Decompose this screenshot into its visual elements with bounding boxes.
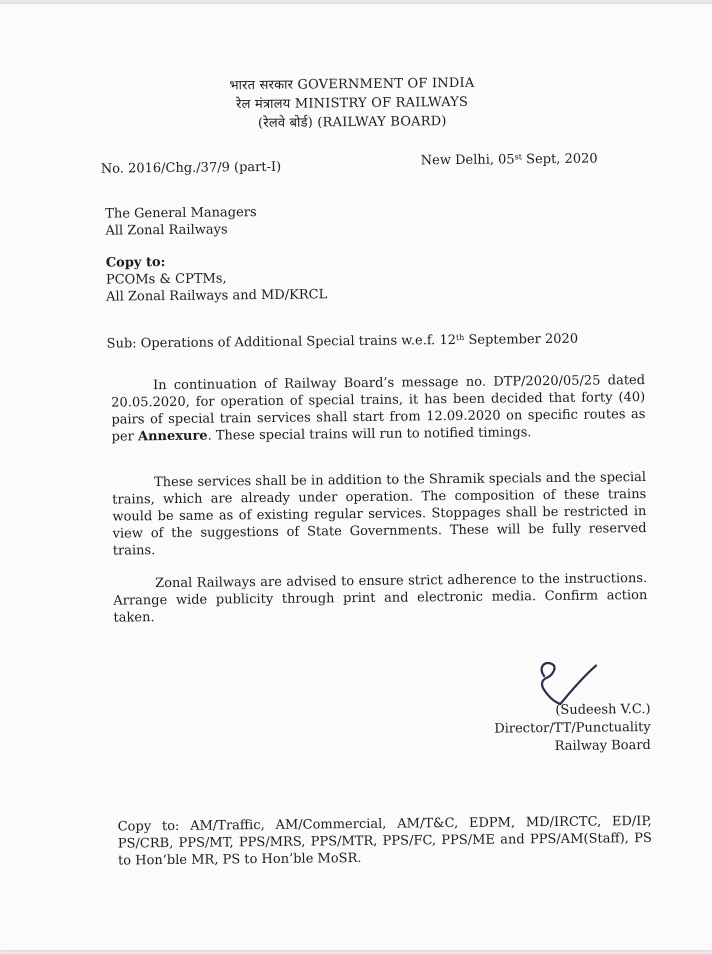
header-government: भारत सरकार GOVERNMENT OF INDIA bbox=[229, 75, 475, 94]
document-page bbox=[0, 4, 712, 950]
header-ministry: रेल मंत्रालय MINISTRY OF RAILWAYS bbox=[236, 94, 469, 113]
annexure-text: Annexure bbox=[137, 428, 208, 445]
place-date bbox=[421, 151, 598, 168]
copy-to-label: Copy to: bbox=[105, 255, 166, 271]
signatory-office: Railway Board bbox=[554, 737, 651, 754]
addressee-line-2: All Zonal Railways bbox=[105, 222, 228, 239]
date-sup: st bbox=[514, 152, 523, 162]
signatory-designation: Director/TT/Punctuality bbox=[494, 719, 651, 737]
copy-to-line-1: PCOMs & CPTMs, bbox=[105, 271, 227, 288]
copy-to-line-2: All Zonal Railways and MD/KRCL bbox=[106, 287, 328, 305]
signatory-name: (Sudeesh V.C.) bbox=[555, 701, 651, 718]
paragraph-1-part-2: . These special trains will run to notified timings. bbox=[207, 425, 532, 444]
signatory-block bbox=[494, 701, 651, 757]
reference-number: No. 2016/Chg./37/9 (part-I) bbox=[100, 159, 282, 177]
addressee-line-1: The General Managers bbox=[105, 205, 257, 222]
subject-sup: th bbox=[455, 332, 465, 342]
date-suffix: Sept, 2020 bbox=[521, 151, 598, 168]
subject-suffix: September 2020 bbox=[464, 331, 579, 348]
header-board: (रेलवे बोर्ड) (RAILWAY BOARD) bbox=[257, 114, 447, 132]
paragraph-1 bbox=[111, 372, 646, 446]
subject-line bbox=[107, 332, 579, 352]
paragraph-2: These services shall be in addition to the Shramik specials and the special trains, which are already under operation. The composition of these trains would be same as of existing regular services. Stoppages shall be restricted in view of the suggestions of State Governments. These will be fully reserved trains. bbox=[112, 470, 647, 559]
paragraph-3: Zonal Railways are advised to ensure strict adherence to the instructions. Arrange wide publicity through print and electronic media. Confirm action taken. bbox=[113, 570, 648, 626]
paragraph-1-part-1: In continuation of Railway Board’s message no. DTP/2020/05/25 dated 20.05.2020, for operation of special trains, it has been decided that forty (40) pairs of special train services shall start from 12.09.2020 on specific routes as per bbox=[111, 373, 646, 445]
copy-to-distribution: Copy to: AM/Traffic, AM/Commercial, AM/T&C, EDPM, MD/IRCTC, ED/IP, PS/CRB, PPS/MT, PPS/MRS, PPS/MTR, PPS/FC, PPS/ME and PPS/AM(Staff), PS to Hon’ble MR, PS to Hon’ble MoSR. bbox=[117, 813, 652, 869]
subject-prefix: Sub: Operations of Additional Special trains w.e.f. 12 bbox=[106, 332, 457, 352]
date-prefix: New Delhi, 05 bbox=[420, 152, 515, 169]
